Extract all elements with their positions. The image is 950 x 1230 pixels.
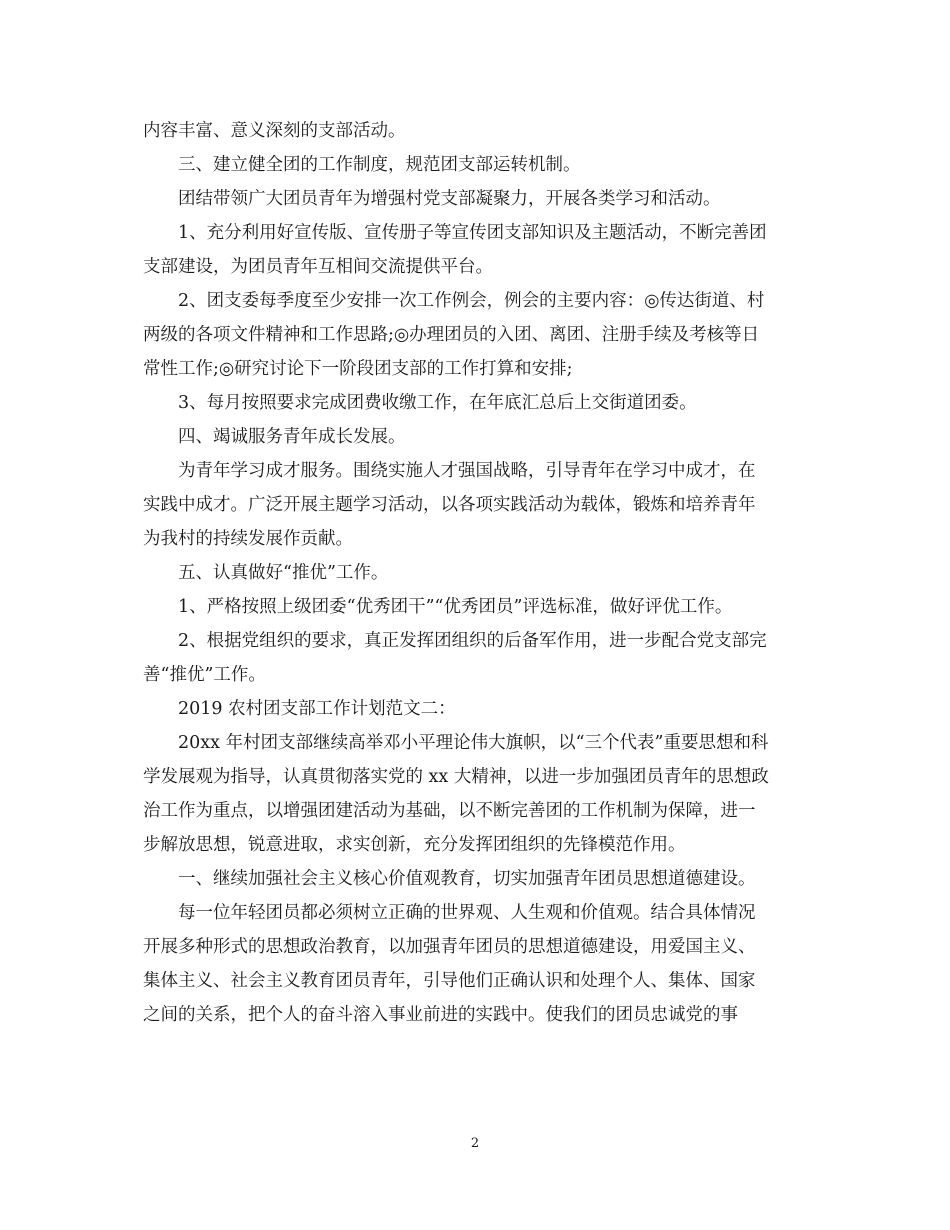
- section-heading: 一、继续加强社会主义核心价值观教育，切实加强青年团员思想道德建设。: [178, 869, 756, 889]
- text-line: 内容丰富、意义深刻的支部活动。: [143, 121, 406, 141]
- text-line: 治工作为重点，以增强团建活动为基础，以不断完善团的工作机制为保障，进一: [143, 801, 756, 821]
- text-line: 实践中成才。广泛开展主题学习活动，以各项实践活动为载体，锻炼和培养青年: [143, 495, 756, 515]
- section-heading: 五、认真做好“推优”工作。: [178, 563, 389, 583]
- text-line: 团结带领广大团员青年为增强村党支部凝聚力，开展各类学习和活动。: [178, 189, 721, 209]
- section-title: 2019 农村团支部工作计划范文二：: [178, 699, 456, 719]
- text-line: 常性工作;◎研究讨论下一阶段团支部的工作打算和安排;: [143, 359, 573, 379]
- text-line: 为青年学习成才服务。围绕实施人才强国战略，引导青年在学习中成才，在: [178, 461, 756, 481]
- document-body: [143, 114, 805, 1032]
- list-item: 2、根据党组织的要求，真正发挥团组织的后备军作用，进一步配合党支部完: [178, 631, 767, 651]
- text-line: 学发展观为指导，认真贯彻落实党的 xx 大精神，以进一步加强团员青年的思想政: [143, 767, 769, 787]
- list-item: 2、团支委每季度至少安排一次工作例会，例会的主要内容：◎传达街道、村: [178, 291, 765, 311]
- list-item: 1、严格按照上级团委“优秀团干”“优秀团员”评选标准，做好评优工作。: [178, 597, 733, 617]
- text-line: 每一位年轻团员都必须树立正确的世界观、人生观和价值观。结合具体情况: [178, 903, 756, 923]
- text-line: 支部建设，为团员青年互相间交流提供平台。: [143, 257, 493, 277]
- page-number: 2: [470, 1136, 480, 1151]
- text-line: 为我村的持续发展作贡献。: [143, 529, 353, 549]
- text-line: 开展多种形式的思想政治教育，以加强青年团员的思想道德建设，用爱国主义、: [143, 937, 756, 957]
- text-line: 集体主义、社会主义教育团员青年，引导他们正确认识和处理个人、集体、国家: [143, 971, 756, 991]
- text-line: 20xx 年村团支部继续高举邓小平理论伟大旗帜，以“三个代表”重要思想和科: [178, 733, 769, 753]
- section-heading: 四、竭诚服务青年成长发展。: [178, 427, 406, 447]
- list-item: 1、充分利用好宣传版、宣传册子等宣传团支部知识及主题活动，不断完善团: [178, 223, 767, 243]
- text-line: 步解放思想，锐意进取，求实创新，充分发挥团组织的先锋模范作用。: [143, 835, 686, 855]
- list-item: 3、每月按照要求完成团费收缴工作，在年底汇总后上交街道团委。: [178, 393, 697, 413]
- text-line: 两级的各项文件精神和工作思路;◎办理团员的入团、离团、注册手续及考核等日: [143, 325, 760, 345]
- section-heading: 三、建立健全团的工作制度，规范团支部运转机制。: [178, 155, 581, 175]
- text-line: 善“推优”工作。: [143, 665, 266, 685]
- text-line: 之间的关系，把个人的奋斗溶入事业前进的实践中。使我们的团员忠诚党的事: [143, 1005, 738, 1025]
